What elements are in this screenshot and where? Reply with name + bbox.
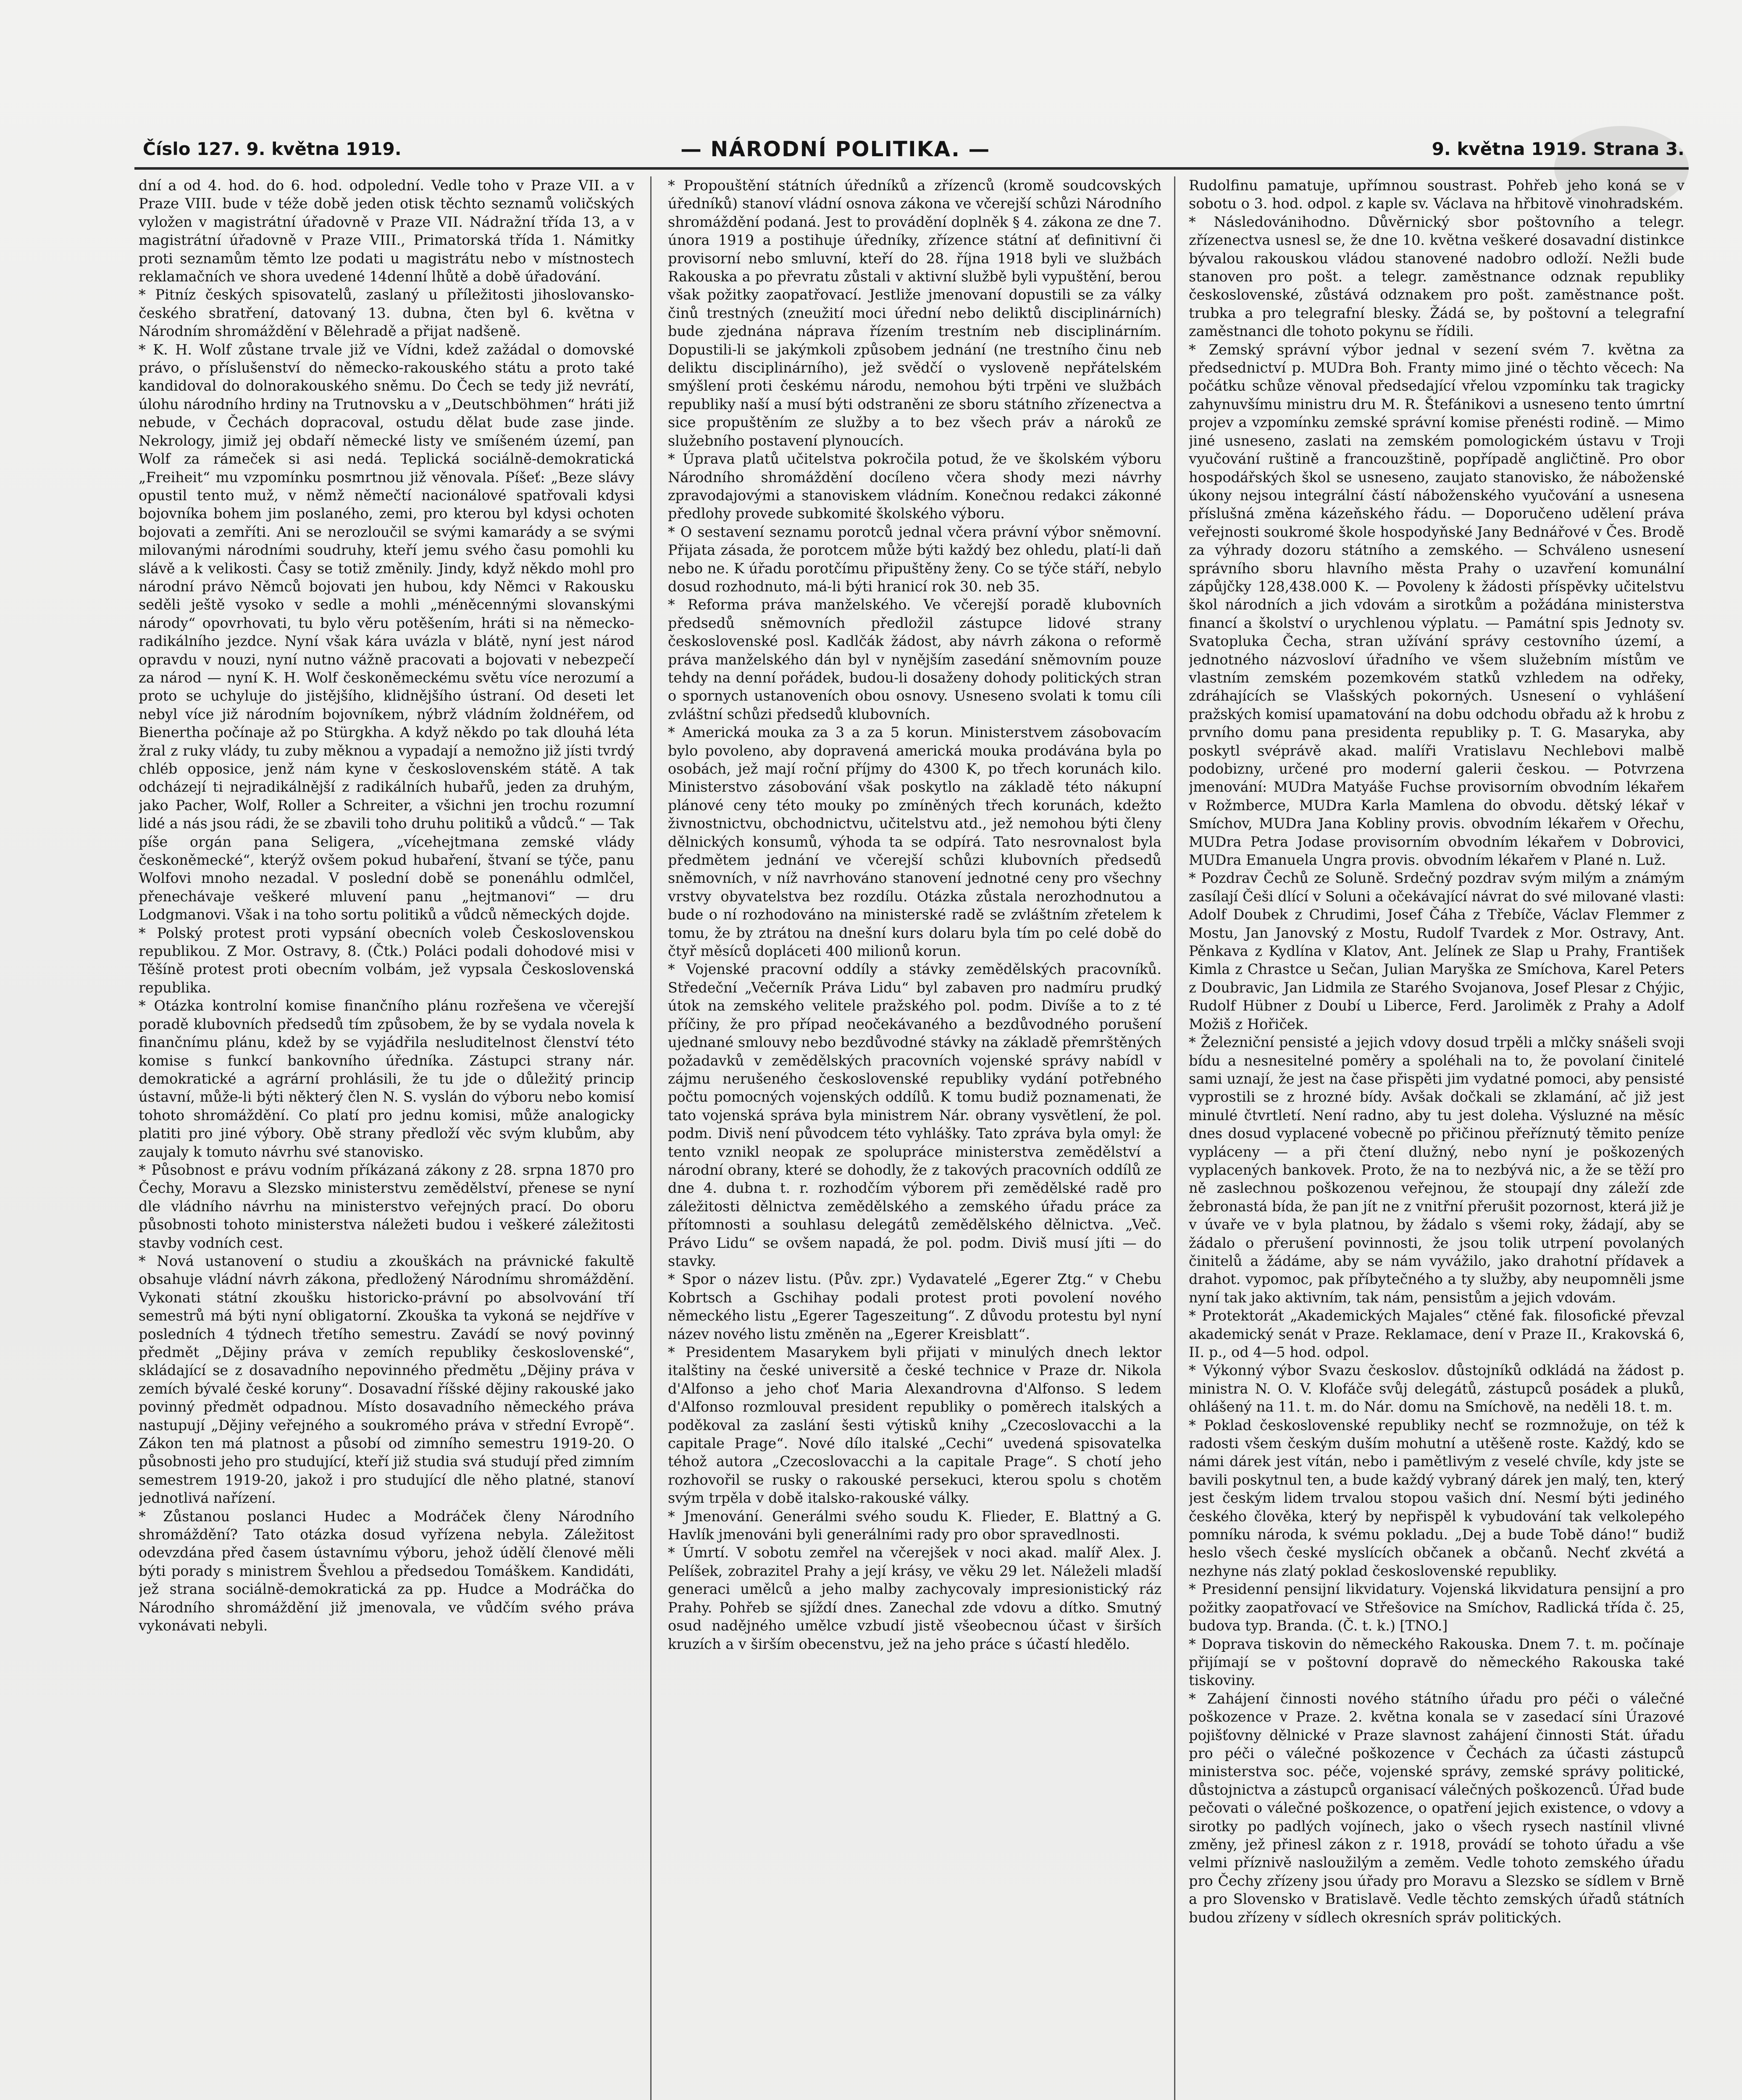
article-paragraph: * Zahájení činnosti nového státního úřadu pro péči o válečné poškozence v Praze. 2. května konala se v zasedací síni Úrazové pojišťovny dělnické v Praze slavnost zahájení činnosti Stát. úřadu pro péči o válečné poškozence v Čechách za účasti zástupců ministerstva soc. péče, vojenské správy, zemské správy politické, důstojnictva a zástupců organisací válečných poškozenců. Úřad bude pečovati o válečné poškozence, o opatření jejich existence, o vdovy a sirotky po padlých vojínech, jako o všech rysech nastínil vlivné změny, jež přinesl zákon z r. 1918, provádí se tohoto úřadu a vše velmi příznivě nasloužilým a zeměm. Vedle tohoto zemského úřadu pro Čechy zřízeny jsou úřady pro Moravu a Slezsko se sídlem v Brně a pro Slovensko v Bratislavě. Vedle těchto zemských úřadů státních budou zřízeny v sídlech okresních správ politických. <box>1189 1690 1684 1926</box>
article-paragraph: * Zůstanou poslanci Hudec a Modráček členy Národního shromáždění? Tato otázka dosud vyřízena nebyla. Záležitost odevzdána před časem ústavnímu výboru, jehož údělí členové měli býti porady s ministrem Švehlou a předsedou Tomáškem. Kandidáti, jež strana sociálně-demokratická za pp. Hudce a Modráčka do Národního shromáždění již jmenovala, ve vůdčím svého práva vykonávati nebyli. <box>139 1508 634 1634</box>
article-paragraph: Rudolfinu pamatuje, upřímnou soustrast. Pohřeb jeho koná se v sobotu o 3. hod. odpol. z kaple sv. Václava na hřbitově vinohradském. <box>1189 177 1684 212</box>
article-paragraph: * Úprava platů učitelstva pokročila potud, že ve školském výboru Národního shromáždění docíleno včera shody mezi návrhy zpravodajovými a stanoviskem vládním. Konečnou redakci zákonné předlohy provede subkomité školského výboru. <box>668 451 1161 522</box>
article-paragraph: * Spor o název listu. (Pův. zpr.) Vydavatelé „Egerer Ztg.“ v Chebu Kobrtsch a Gschihay podali protest proti povolení nového německého listu „Egerer Tageszeitung“. Z důvodu protestu byl nyní název nového listu změněn na „Egerer Kreisblatt“. <box>668 1271 1161 1342</box>
article-paragraph: * Protektorát „Akademických Majales“ ctěné fak. filosofické převzal akademický senát v Praze. Reklamace, dení v Praze II., Krakovská 6, II. p., od 4—5 hod. odpol. <box>1189 1307 1684 1360</box>
article-paragraph: * Presidenní pensijní likvidatury. Vojenská likvidatura pensijní a pro požitky zaopatřovací ve Střešovice na Smíchov, Radlická třída č. 25, budova typ. Branda. (Č. t. k.) [TNO.] <box>1189 1581 1684 1634</box>
issue-number: Číslo 127. 9. května 1919. <box>143 139 402 159</box>
article-paragraph: * Železniční pensisté a jejich vdovy dosud trpěli a mlčky snášeli svoji bídu a nesnesitelné poměry a spoléhali na to, že povolaní činitelé sami uznají, že jest na čase přispěti jim vydatné pomoci, aby pensisté vyprostili se z hrozné bídy. Avšak dočkali se zklamání, ač již jest minulé čtvrtletí. Není radno, aby tu jest doleha. Výsluzné na měsíc dnes dosud vyplacené vobecně po přičinou přeříznutý těmito peníze vypláceny — a při čtení dlužný, nebo nyní je poškozených vyplacených bankovek. Proto, že na to nezbývá nic, a že se těží pro ně zaslechnou poškozenou veřejnou, že stoupají dny záleží zde žebronastá bída, že pan jít ne z vnitřní přerušit pozornost, která již je v úvaře ve v byla platnou, by žádalo s všemi roky, žádají, aby se žádalo o přerušení povinnosti, že jsou tolik utrpení povolaných činitelů a žádáme, aby se nám vyvážilo, jako drahotní přídavek a drahot. vypomoc, pak příbytečného a ty služby, aby neupomněli jsme nyní tak jako aktivním, tak nám, pensistům a jejich vdovám. <box>1189 1034 1684 1306</box>
column-divider <box>1174 176 1175 2100</box>
article-paragraph: * Poklad československé republiky nechť se rozmnožuje, on též k radosti všem českým duším mohutní a utěšeně roste. Každý, kdo se námi dárek jest vítán, nebo i pamětlivým z veselé chvíle, kdy jste se bavili poskytnul ten, a bude každý vybraný dárek jen malý, ten, který jest českým lidem trvalou stopou vašich dní. Nesmí býti jediného českého člověka, který by nepřispěl k vybudování tak velkolepého pomníku národa, k svému pokladu. „Dej a bude Tobě dáno!“ budiž heslo všech české myslících občanek a občanů. Nechť zkvétá a nezhyne nás zlatý poklad československé republiky. <box>1189 1417 1684 1579</box>
column-3 <box>1189 176 1684 2100</box>
article-paragraph: * Vojenské pracovní oddíly a stávky zemědělských pracovníků. Středeční „Večerník Práva Lidu“ byl zabaven pro nadmíru prudký útok na zemského velitele pražského pol. podm. Divíše a to z té příčiny, že pro případ neočekávaného a bezdůvodného porušení ujednané smlouvy nebo bezdůvodné stávky na základě přemrštěných požadavků v zemědělských pracovních vojenské správy nabídl v zájmu nerušeného československé republiky vydání potřebného počtu pomocných vojenských oddílů. K tomu budiž poznamenati, že tato vojenská správa byla ministrem Nár. obrany vysvětlení, že pol. podm. Diviš není původcem této vyhlášky. Tato zpráva byla omyl: že tento vznikl neopak ze spolupráce ministerstva zemědělství a národní obrany, které se dohodly, že z takových pracovních oddílů ze dne 4. dubna t. r. rozhodčím výborem při zemědělské radě pro záležitosti dělnictva zemědělského a zemského úřadu práce za přítomnosti a souhlasu delegátů zemědělského dělnictva. „Več. Právo Lidu“ se ovšem napadá, že pol. podm. Diviš musí jíti — do stavky. <box>668 961 1161 1269</box>
header-rule <box>134 167 1689 170</box>
print-smudge <box>1554 126 1689 210</box>
article-paragraph: * Polský protest proti vypsání obecních voleb Československou republikou. Z Mor. Ostravy, 8. (Čtk.) Poláci podali dohodové misi v Těšíně protest proti obecním volbám, jež vypsala Československá republika. <box>139 924 634 996</box>
article-paragraph: * Propouštění státních úředníků a zřízenců (kromě soudcovských úředníků) stanoví vládní osnova zákona ve včerejší schůzi Národního shromáždění podaná. Jest to provádění doplněk § 4. zákona ze dne 7. února 1919 a postihuje úředníky, zřízence státní ať definitivní či provisorní nebo smluvní, kteří do 28. října 1918 byli ve službách Rakouska a po převratu zůstali v aktivní službě byli vypuštění, berou však požitky zaopatřovací. Jestliže jmenovaní dopustili se za války činů trestných (zneužití moci úřední nebo deliktů disciplinárních) bude zjednána náprava řízením trestním neb disciplinárním. Dopustili-li se jakýmkoli způsobem jednání (ne trestního činu neb deliktu disciplinárního), jež svědčí o vysloveně nepřátelském smýšlení proti českému národu, nemohou býti trpěni ve službách republiky naší a musí býti odstraněni ze sboru státního zřízenectva a sice propuštěním ze služby a to bez všech práv a nároků ze služebního postavení plynoucích. <box>668 177 1161 449</box>
newspaper-title: — NÁRODNÍ POLITIKA. — <box>681 137 991 161</box>
article-paragraph: * Zemský správní výbor jednal v sezení svém 7. května za předsednictví p. MUDra Boh. Franty mimo jiné o těchto věcech: Na počátku schůze věnoval předsedající vřelou vzpomínku tak tragicky zahynuvšímu ministru dru M. R. Štefánikovi a usneseno tento úmrtní projev a vzpomínku zemské správní komise přenésti rodině. — Mimo jiné usneseno, zaslati na zemském pomologickém ústavu v Troji vyučování ruštině a francouzštině, popřípadě angličtině. Pro obor hospodářských škol se usneseno, zaujato stanovisko, že náboženské úkony nejsou integrální částí náboženského vyučování a usnesena příslušná změna kázeňského řádu. — Doporučeno udělení práva veřejnosti soukromé škole hospodyňské Jany Bednářové v Čes. Brodě za výhrady dozoru státního a zemského. — Schváleno usnesení správního sboru hlavního města Prahy o uzavření komunální zápůjčky 128,438.000 K. — Povoleny k žádosti příspěvky učitelstvu škol národních a jich vdovám a sirotkům a požádána ministerstva financí a školství o urychlenou výplatu. — Památní spis Jednoty sv. Svatopluka Čecha, stran užívání správy cestovního území, a jednotného názvosloví úřadního ve všem služebním místům ve vlastním zemském pozemkovém statků vzhledem na odřeky, zdráhajících se Vlašských pokorných. Usnesení o vyhlášení pražských komisí upamatování na dobu odchodu obřadu až k hrobu z prvního domu pana presidenta republiky p. T. G. Masaryka, aby poskytl svéprávě akad. malíři Vratislavu Nechlebovi malbě podobizny, určené pro moderní galerii českou. — Potvrzena jmenování: MUDra Matyáše Fuchse provisorním obvodním lékařem v Rožmberce, MUDra Karla Mamlena do obvodu. dětský lékař v Smíchov, MUDra Jana Kobliny provis. obvodním lékařem v Ořechu, MUDra Petra Jodase provisorním obvodním lékařem v Dobrovici, MUDra Emanuela Ungra provis. obvodním lékařem v Plané n. Luž. <box>1189 341 1684 869</box>
article-paragraph: * Nová ustanovení o studiu a zkouškách na právnické fakultě obsahuje vládní návrh zákona, předložený Národnímu shromáždění. Vykonati státní zkoušku historicko-právní po absolvování tří semestrů má býti nyní obligatorní. Zkouška ta vykoná se nejdříve v posledních 4 týdnech třetího semestru. Zavádí se nový povinný předmět „Dějiny práva v zemích republiky československé“, skládající se z dosavadního nepovinného předmětu „Dějiny práva v zemích bývalé české koruny“. Dosavadní říšské dějiny rakouské jako povinný předmět odpadnou. Místo dosavadního německého práva nastupují „Dějiny veřejného a soukromého práva v střední Evropě“. Zákon ten má platnost a působí od zimního semestru 1919-20. O působnosti jeho pro studující, kteří již studia svá studují před zimním semestrem 1919-20, jakož i pro studující dle něho platné, stanoví jednotlivá nařízení. <box>139 1252 634 1507</box>
article-paragraph: * Následovánihodno. Důvěrnický sbor poštovního a telegr. zřízenectva usnesl se, že dne 10. května veškeré dosavadní distinkce bývalou rakouskou vládou stanovené nadobro odloží. Nežli bude stanoven pro pošt. a telegr. zaměstnance odznak republiky československé, zůstává odznakem pro pošt. zaměstnance pošt. trubka a pro telegrafní blesky. Žádá se, by poštovní a telegrafní zaměstnanci dle tohoto pokynu se řídili. <box>1189 213 1684 340</box>
column-2 <box>668 176 1161 2100</box>
article-paragraph: * Reforma práva manželského. Ve včerejší poradě klubovních předsedů sněmovních předložil zástupce lidové strany československé posl. Kadlčák žádost, aby návrh zákona o reformě práva manželského dán byl v nynějším zasedání sněmovním pouze tehdy na denní pořádek, budou-li dosaženy dohody politických stran o spornych ustanoveních obou osnovy. Usneseno svolati k tomu cíli zvláštní schůzi předsedů klubovních. <box>668 596 1161 722</box>
column-divider <box>650 176 652 2100</box>
article-paragraph: * Výkonný výbor Svazu českoslov. důstojníků odkládá na žádost p. ministra N. O. V. Klofáče svůj delegátů, zástupců posádek a pluků, ohlášený na 11. t. m. do Nár. domu na Smíchově, na neděli 18. t. m. <box>1189 1362 1684 1415</box>
article-paragraph: * O sestavení seznamu porotců jednal včera právní výbor sněmovní. Přijata zásada, že porotcem může býti každý bez ohledu, platí-li daň nebo ne. K úřadu porotčímu připuštěny ženy. Co se týče stáří, nebylo dosud rozhodnuto, má-li býti hranicí rok 30. neb 35. <box>668 523 1161 595</box>
column-1 <box>139 176 634 2100</box>
article-paragraph: * Pitníz českých spisovatelů, zaslaný u příležitosti jihoslovansko-českého sbratření, datovaný 13. dubna, čten byl 6. května v Národním shromáždění v Bělehradě a přijat nadšeně. <box>139 286 634 340</box>
article-paragraph: * Otázka kontrolní komise finančního plánu rozřešena ve včerejší poradě klubovních předsedů tím způsobem, že by se vydala novela k finančnímu plánu, kdež by se vyjádřila nesluditelnost členství této komise s funkcí bankovního úředníka. Zástupci strany nár. demokratické a agrární prohlásili, že tu jde o důležitý princip ústavní, může-li býti některý člen N. S. vyslán do výboru nebo komisí tohoto shromáždění. Co platí pro jednu komisi, může analogicky platiti pro jiné výbory. Obě strany předloží věc svým klubům, aby zaujaly k tomuto návrhu své stanovisko. <box>139 998 634 1160</box>
article-paragraph: * K. H. Wolf zůstane trvale již ve Vídni, kdež zažádal o domovské právo, o příslušenství do německo-rakouského státu a proto také kandidoval do dolnorakouského sněmu. Do Čech se tedy již nevrátí, úlohu národního hrdiny na Trutnovsku a v „Deutschböhmen“ hráti již nebude, v Čechách dopracoval, ostudu dělat bude zase jinde. Nekrology, jimiž jej obdaří německé listy ve smíšeném území, pan Wolf za rámeček si asi nedá. Teplická sociálně-demokratická „Freiheit“ mu vzpomínku posmrtnou již věnovala. Píšeť: „Beze slávy opustil tento muž, v němž němečtí nacionálové spatřovali kdysi bojovníka bohem jim poslaného, zemi, pro kterou byl kdysi ochoten bojovati a zemříti. Ani se nerozloučil se svými kamarády a se svými milovanými národními soudruhy, kteří jemu svého času pomohli ku slávě a k velikosti. Časy se totiž změnily. Jindy, když někdo mohl pro národní právo Němců bojovati jen hubou, kdy Němci v Rakousku seděli ještě vysoko v sedle a mohli „méněcennými slovanskými národy“ opovrhovati, tu bylo věru potěšením, hráti si na německo-radikálního jezdce. Nyní však kára uvázla v blátě, nyní jest národ opravdu v nouzi, nyní nutno vážně pracovati a bojovati v nebezpečí za národ — nyní K. H. Wolf českoněmeckému světu více nerozumí a proto se uchyluje do jistějšího, klidnějšího ústraní. Od deseti let nebyl více již národním bojovníkem, nýbrž vládním žoldnéřem, od Bienertha počínaje až po Stürgkha. A když někdo po tak dlouhá léta žral z ruky vlády, tu zuby měknou a vypadají a nemožno již jísti tvrdý chléb opposice, jenž nám kyne v československém státě. A tak odcházejí ti nejradikálnější z radikálních hubařů, jeden za druhým, jako Pacher, Wolf, Roller a Schreiter, a všichni jen trochu rozumní lidé a nás jsou rádi, že se zbavili toho druhu politiků a vůdců.“ — Tak píše orgán pana Seligera, „vícehejtmana zemské vlády českoněmecké“, kterýž ovšem pokud hubaření, štvaní se týče, panu Wolfovi mnoho nezadal. V poslední době se ponenáhlu odmlčel, přenechávaje veškeré mluvení panu „hejtmanovi“ — dru Lodgmanovi. Však i na toho sortu politiků a vůdců německých dojde. <box>139 341 634 923</box>
article-paragraph: * Působnost e právu vodním příkázaná zákony z 28. srpna 1870 pro Čechy, Moravu a Slezsko ministerstvu zemědělství, přenese se nyní dle vládního návrhu na ministerstvo veřejných prací. Do oboru působnosti tohoto ministerstva náležeti budou i veškeré záležitosti stavby vodních cest. <box>139 1161 634 1251</box>
article-paragraph: * Úmrtí. V sobotu zemřel na včerejšek v noci akad. malíř Alex. J. Pelíšek, zobrazitel Prahy a její krásy, ve věku 29 let. Náleželi mladší generaci umělců a jeho malby zachycovaly impresionistický ráz Prahy. Pohřeb se sjíždí dnes. Zanechal zde vdovu a dítko. Smutný osud nadějného umělce vzbudí jistě všeobecnou účast v širších kruzích a v širším obecenstvu, jež na jeho práce s účastí hledělo. <box>668 1544 1161 1652</box>
article-paragraph: dní a od 4. hod. do 6. hod. odpolední. Vedle toho v Praze VII. a v Praze VIII. bude v téže době jeden otisk těchto seznamů voličských vyložen v magistrátní úřadovně v Praze VII. Nádražní třída 13, a v magistrátní úřadovně v Praze VIII., Primatorská třída 1. Námitky proti seznamům těmto lze podati u magistrátu nebo v místnostech reklamačních ve shora uvedené 14denní lhůtě a době úřadování. <box>139 177 634 285</box>
article-paragraph: * Americká mouka za 3 a za 5 korun. Ministerstvem zásobovacím bylo povoleno, aby dopravená americká mouka prodávána byla po osobách, jež mají roční příjmy do 4300 K, po třech korunách kilo. Ministerstvo zásobování však poskytlo na základě této nákupní plánové ceny této mouky po zmíněných třech korunách, kdežto živnostnictvu, obchodnictvu, učitelstvu atd., jež nemohou býti členy dělnických konsumů, výhoda ta se odpírá. Tato nesrovnalost byla předmětem jednání ve včerejší schůzi klubovních předsedů sněmovních, v níž navrhováno stanovení jednotné ceny pro všechny vrstvy obyvatelstva bez rozdílu. Otázka zůstala nerozhodnutou a bude o ní rozhodováno na ministerské radě se zvláštním zřetelem k tomu, že by ztrátou na dnešní kurs dolaru byla tím po celé době do čtyř měsíců dopláceti 400 milionů korun. <box>668 724 1161 960</box>
article-paragraph: * Presidentem Masarykem byli přijati v minulých dnech lektor italštiny na české universitě a české technice v Praze dr. Nikola d'Alfonso a jeho choť Maria Alexandrovna d'Alfonso. S ledem d'Alfonso rozmlouval president republiky o poměrech italských a poděkoval za zaslání šesti výtisků knihy „Czecoslovacchi a la capitale Prage“. Nové dílo italské „Cechi“ uvedená spisovatelka téhož autora „Czecoslovacchi a la capitale Prage“. S chotí jeho rozhovořil se rusky o rakouské persekuci, kterou spolu s chotěm svým trpěla v době italsko-rakouské války. <box>668 1344 1161 1507</box>
article-paragraph: * Jmenování. Generálmi svého soudu K. Flieder, E. Blattný a G. Havlík jmenováni byli generálními rady pro obor spravedlnosti. <box>668 1508 1161 1543</box>
article-paragraph: * Pozdrav Čechů ze Soluně. Srdečný pozdrav svým milým a známým zasílají Češi dlící v Soluni a očekávající návrat do své milované vlasti: Adolf Doubek z Chrudimi, Josef Čáha z Třebíče, Václav Flemmer z Mostu, Jan Janovský z Mostu, Rudolf Tvardek z Mor. Ostravy, Ant. Pěnkava z Kydlína v Klatov, Ant. Jelínek ze Slap u Prahy, František Kimla z Chrastce u Sečan, Julian Maryška ze Smíchova, Karel Peters z Doubravic, Jan Lidmila ze Starého Svojanova, Josef Plesar z Chýjic, Rudolf Hübner z Doubí u Liberce, Ferd. Jaroliměk z Prahy a Adolf Možiš z Hořiček. <box>1189 870 1684 1032</box>
article-paragraph: * Doprava tiskovin do německého Rakouska. Dnem 7. t. m. počínaje přijímají se v poštovní dopravě do německého Rakouska také tiskoviny. <box>1189 1635 1684 1689</box>
page-header <box>143 139 1684 165</box>
page-date: 9. května 1919. Strana 3. <box>1432 139 1684 159</box>
